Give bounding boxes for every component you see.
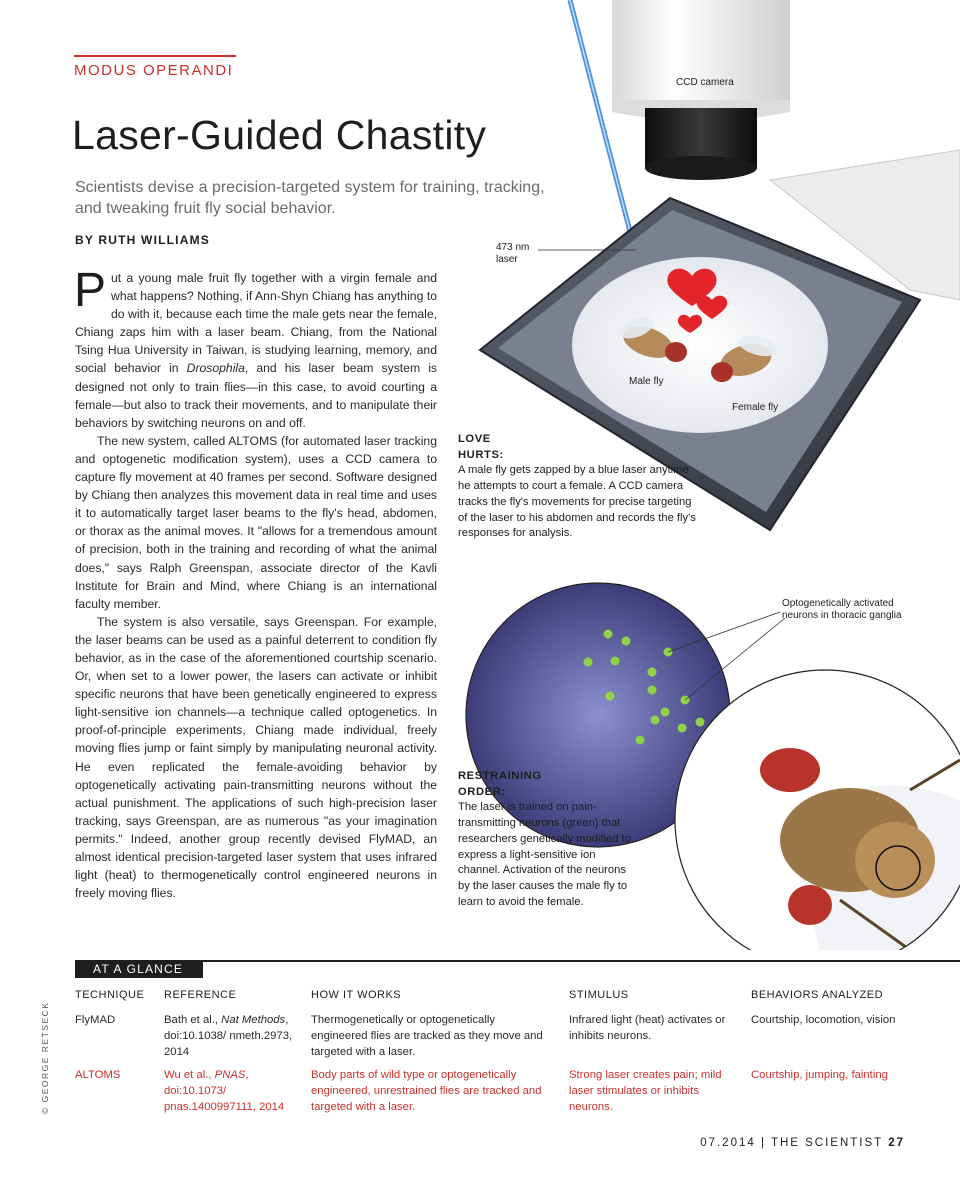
caption-heading: RESTRAINING xyxy=(458,770,542,782)
row-technique: FlyMAD xyxy=(75,1014,116,1026)
caption-text: A male fly gets zapped by a blue laser anytime he attempts to court a female. A CCD camera tracks the fly's movements for precise targeting of the laser to his abdomen and records the fly's responses for analysis. xyxy=(458,464,696,540)
section-rule xyxy=(74,55,236,57)
reference-authors: Wu et al., xyxy=(164,1069,215,1081)
species-name: Drosophila xyxy=(186,361,245,376)
body-paragraph-2: The new system, called ALTOMS (for automated laser tracking and optogenetic modification system), uses a CCD camera to capture fly movement at 40 frames per second. Software designed by Chiang then analyzes this movement data in real time and uses it to automatically target laser beams to the fly's head, abdomen, or thorax as the animal moves. It "allows for a tremendous amount of precision, both in the training and recording of what the animal does," says Ralph Greenspan, associate director of the Kavli Institute for Brain and Mind, where Chiang is an international faculty member. xyxy=(75,433,437,611)
ccd-camera-label: CCD camera xyxy=(676,77,734,88)
article-body xyxy=(74,264,437,902)
female-fly-label: Female fly xyxy=(732,402,779,413)
byline: BY RUTH WILLIAMS xyxy=(75,233,210,247)
header-stimulus: STIMULUS xyxy=(569,989,629,1001)
header-technique: TECHNIQUE xyxy=(75,989,145,1001)
photo-credit xyxy=(40,1001,50,1114)
body-text-span: , and his laser beam system is designed not only to train flies—in this case, to avoid courting a female—but also to track their movements, and to manipulate their behaviors by switching neurons on and off. xyxy=(75,361,437,430)
row-reference xyxy=(164,1012,294,1060)
row-how-it-works: Body parts of wild type or optogenetically engineered, unrestrained flies are tracked and targeted with a laser. xyxy=(311,1069,542,1113)
glance-rule xyxy=(75,960,960,962)
row-stimulus: Strong laser creates pain; mild laser stimulates or inhibits neurons. xyxy=(569,1069,722,1113)
article-title: Laser-Guided Chastity xyxy=(72,112,487,158)
reference-doi: , doi:10.1073/ pnas.1400997111, 2014 xyxy=(164,1069,285,1113)
header-behaviors: BEHAVIORS ANALYZED xyxy=(751,989,884,1001)
reference-doi: , doi:10.1038/ nmeth.2973, 2014 xyxy=(164,1014,293,1058)
row-technique: ALTOMS xyxy=(75,1069,121,1081)
reference-journal: PNAS xyxy=(214,1069,246,1081)
reference-authors: Bath et al., xyxy=(164,1014,222,1026)
neurons-label-line: Optogenetically activated xyxy=(782,598,894,609)
body-text-span: ut a young male fruit fly together with a virgin female and what happens? Nothing, if Ann-Shyn Chiang has anything to do with it, because each time the male gets near the female, Chiang zaps him with a laser beam. Chiang, from the National Tsing Hua University in Taiwan, is studying learning, memory, and social behavior in xyxy=(75,271,437,376)
section-label: MODUS OPERANDI xyxy=(74,62,234,79)
row-behaviors: Courtship, jumping, fainting xyxy=(751,1069,888,1081)
row-stimulus: Infrared light (heat) activates or inhibits neurons. xyxy=(569,1014,726,1042)
caption-heading: HURTS: xyxy=(458,448,504,461)
header-reference: REFERENCE xyxy=(164,989,237,1001)
row-behaviors: Courtship, locomotion, vision xyxy=(751,1014,896,1026)
row-how-it-works: Thermogenetically or optogenetically engineered flies are tracked as they move and targeted with a laser. xyxy=(311,1014,543,1058)
caption-text: The laser is trained on pain-transmitting neurons (green) that researchers genetically modified to express a light-sensitive ion channel. Activation of the neurons by the laser causes the male fly to learn to avoid the female. xyxy=(458,801,631,908)
row-reference xyxy=(164,1067,294,1115)
illustration xyxy=(440,0,960,950)
caption-heading: LOVE xyxy=(458,433,491,445)
folio xyxy=(700,1137,905,1149)
caption-heading: ORDER: xyxy=(458,785,506,798)
male-fly-label: Male fly xyxy=(629,376,664,387)
caption-love-hurts xyxy=(458,432,703,542)
issue-date: 07.2014 xyxy=(700,1137,756,1149)
body-paragraph-3: The system is also versatile, says Greenspan. For example, the laser beams can be used as a painful deterrent to condition fly behavior, as in the case of the aforementioned courtship scenario. Or, when set to a lower power, the lasers can activate or inhibit specific neurons that have been genetically engineered to express light-sensitive ion channels—a technique called optogenetics. In proof-of-principle experiments, Chiang made individual, freely moving flies jump or faint simply by manipulating neuronal activity. He even replicated the female-avoiding behavior by optogenetically activating pain-transmitting neurons without the actual punishment. The applications of such high-precision laser tracking, says Greenspan, are as numerous "as your imagination permits." Indeed, another group recently devised FlyMAD, an almost identical precision-targeted laser system that uses infrared light (heat) to thermogenetically control engineered neurons in freely moving flies. xyxy=(75,614,437,901)
body-paragraph-1 xyxy=(74,264,437,432)
neurons-label xyxy=(782,598,902,622)
photo-credit-text: © GEORGE RETSECK xyxy=(40,1001,50,1114)
laser-label-line: laser xyxy=(496,254,518,265)
article-dek: Scientists devise a precision-targeted system for training, tracking, and tweaking fruit fly social behavior. xyxy=(75,179,545,217)
laser-label-line: 473 nm xyxy=(496,242,530,253)
drop-cap: P xyxy=(74,264,107,317)
reference-journal: Nat Methods xyxy=(221,1014,286,1026)
folio-separator: | xyxy=(755,1137,771,1149)
neurons-label-line: neurons in thoracic ganglia xyxy=(782,610,902,621)
page-number: 27 xyxy=(888,1137,905,1149)
magazine-name: THE SCIENTIST xyxy=(770,1137,883,1149)
header-how-it-works: HOW IT WORKS xyxy=(311,989,402,1001)
caption-restraining-order xyxy=(458,769,636,910)
at-a-glance-label: AT A GLANCE xyxy=(75,961,203,978)
laser-label xyxy=(496,242,529,266)
